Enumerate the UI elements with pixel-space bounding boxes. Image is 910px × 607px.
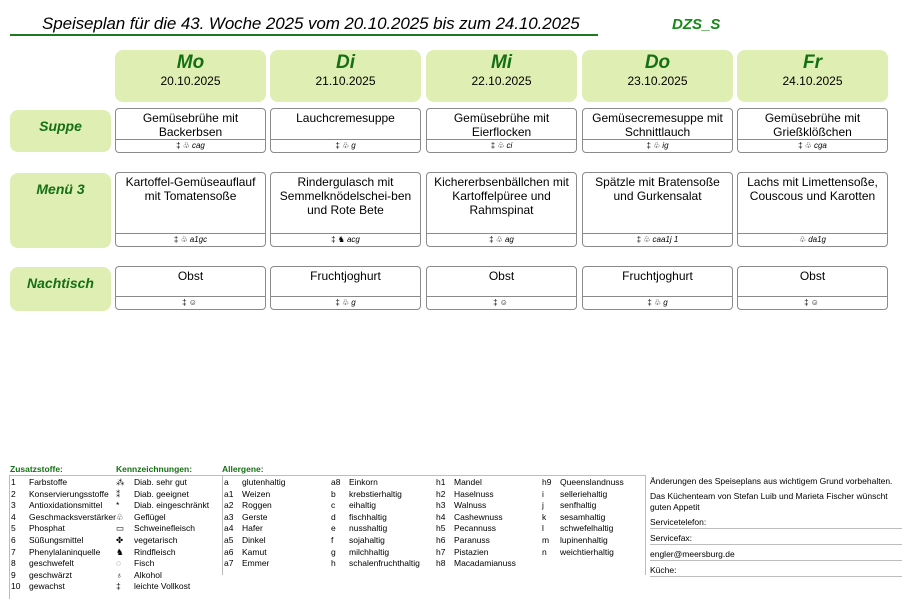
legend-key: a6 <box>224 546 234 557</box>
day-date: 20.10.2025 <box>160 74 221 88</box>
legend-value: Pecannuss <box>454 523 497 534</box>
legend-key: h4 <box>436 511 446 522</box>
legend-row <box>116 535 209 547</box>
meal-name: Lauchcremesuppe <box>296 111 395 125</box>
meal-codes <box>583 296 732 309</box>
legend-key: h6 <box>436 534 446 545</box>
legend-value: Paranuss <box>454 534 490 545</box>
legend-value: Schweinefleisch <box>134 523 195 534</box>
change-notice: Änderungen des Speiseplans aus wichtigem Grund vorbehalten. <box>650 476 893 486</box>
legend-row <box>224 489 285 501</box>
allergen-codes: g <box>351 141 356 150</box>
legend-value: krebstierhaltig <box>349 488 402 499</box>
meal-cell <box>582 266 733 310</box>
legend-row <box>331 535 420 547</box>
legend-row <box>116 512 209 524</box>
day-abbr: Do <box>644 52 671 73</box>
legend-row <box>224 523 285 535</box>
fish-icon: ◌ <box>116 558 122 569</box>
legend-key: 10 <box>11 581 21 592</box>
legend-row <box>436 535 516 547</box>
day-abbr: Mi <box>490 52 513 73</box>
diet-symbols: ‡ ♧ <box>636 235 651 244</box>
legend-value: Phenylalaninquelle <box>29 546 101 557</box>
meal-name: Gemüsecremesuppe mit Schnittlauch <box>592 111 723 139</box>
kitchen-label: Küche: <box>650 565 902 577</box>
diet-symbols: ♧ <box>799 235 807 244</box>
legend-row <box>542 547 624 559</box>
meal-cell <box>115 108 266 153</box>
legend-key: 9 <box>11 569 16 580</box>
legend-value: milchhaltig <box>349 546 390 557</box>
diet-symbols: ‡ ♧ <box>647 298 662 307</box>
legend-row <box>542 489 624 501</box>
legend-row <box>436 558 516 570</box>
legend-value: schalenfruchthaltig <box>349 558 420 569</box>
diet-symbols: ‡ ♧ <box>173 235 188 244</box>
legend-row <box>542 512 624 524</box>
legend-value: sojahaltig <box>349 534 385 545</box>
legend-value: geschwefelt <box>29 558 74 569</box>
legend-row <box>116 558 209 570</box>
legend-value: Süßungsmittel <box>29 534 84 545</box>
meal-codes <box>738 139 887 152</box>
allergen-codes: cga <box>813 141 827 150</box>
legend-key: 4 <box>11 511 16 522</box>
meal-name: Gemüsebrühe mit Eierflocken <box>453 111 550 139</box>
allergen-codes: cag <box>191 141 205 150</box>
legend-value: Diab. eingeschränkt <box>134 500 210 511</box>
allergens-column <box>224 477 285 570</box>
legend-key: a1 <box>224 488 234 499</box>
legend-key: h1 <box>436 477 446 487</box>
legend-key: 8 <box>11 558 16 569</box>
legend-value: senfhaltig <box>560 500 597 511</box>
legend-key: b <box>331 488 336 499</box>
diet-symbols: ‡ ♧ <box>489 235 503 244</box>
meal-cell <box>737 108 888 153</box>
meal-cell <box>582 172 733 247</box>
legend-key: 5 <box>11 523 16 534</box>
legend-key: c <box>331 500 336 511</box>
legend-key: l <box>542 523 544 534</box>
meal-cell <box>426 266 577 310</box>
legend-value: Roggen <box>242 500 272 511</box>
legend-value: selleriehaltig <box>560 488 608 499</box>
legend-value: fischhaltig <box>349 511 387 522</box>
legend-row <box>116 489 209 501</box>
legend-key: h9 <box>542 477 552 487</box>
row-label-menu-3: Menü 3 <box>10 173 111 248</box>
legend-key: i <box>542 488 544 499</box>
allergen-codes: ci <box>506 141 513 150</box>
legend-value: leichte Vollkost <box>134 581 191 592</box>
allergen-codes: g <box>663 298 668 307</box>
day-date: 22.10.2025 <box>471 74 532 88</box>
meal-name: Obst <box>488 269 515 283</box>
legend-row <box>224 477 285 489</box>
allergens-heading: Allergene: <box>222 464 264 474</box>
legend-row <box>331 523 420 535</box>
meal-cell <box>426 108 577 153</box>
legend-key: 6 <box>11 534 16 545</box>
legend-row <box>436 523 516 535</box>
additives-heading: Zusatzstoffe: <box>10 464 63 474</box>
meal-codes <box>116 233 265 246</box>
legend-value: nusshaltig <box>349 523 388 534</box>
legend-key: f <box>331 534 334 545</box>
diet-symbols: ‡ ☺ <box>493 298 508 307</box>
legend-value: schwefelhaltig <box>560 523 614 534</box>
legend-row <box>116 570 209 582</box>
menu-title: Speiseplan für die 43. Woche 2025 vom 20.10.2025 bis zum 24.10.2025 <box>42 14 580 33</box>
legend-key: a2 <box>224 500 234 511</box>
allergen-codes: ig <box>662 141 669 150</box>
legend-row <box>436 547 516 559</box>
meal-codes <box>116 296 265 309</box>
legend-value: Alkohol <box>134 569 162 580</box>
diet-symbols: ‡ ☺ <box>182 298 197 307</box>
meal-cell <box>270 266 421 310</box>
day-header-monday <box>115 50 266 102</box>
pork-icon: ▭ <box>116 523 125 534</box>
day-header-thursday <box>582 50 733 102</box>
legend-value: Geschmacksverstärker <box>29 511 116 522</box>
legend-row <box>436 512 516 524</box>
legend-value: Dinkel <box>242 534 266 545</box>
legend-row <box>11 570 116 582</box>
diet-symbols: ‡ ☺ <box>804 298 819 307</box>
legend-value: Haselnuss <box>454 488 494 499</box>
legend-value: Konservierungsstoffe <box>29 488 109 499</box>
light-diet-icon: ‡ <box>116 581 121 592</box>
legend-key: a3 <box>224 511 234 522</box>
legend-value: Fisch <box>134 558 155 569</box>
diabetic-suitable-icon: ⁑ <box>116 488 121 499</box>
allergen-codes: da1g <box>808 235 826 244</box>
legend-key: d <box>331 511 336 522</box>
meal-cell <box>737 266 888 310</box>
legend-value: Kamut <box>242 546 267 557</box>
legend-value: glutenhaltig <box>242 477 286 487</box>
legend-row <box>11 581 116 593</box>
title-bar <box>10 10 598 36</box>
legend-value: Macadamianuss <box>454 558 516 569</box>
meal-cell <box>115 172 266 247</box>
legend-value: Antioxidationsmittel <box>29 500 103 511</box>
legend-value: Phosphat <box>29 523 65 534</box>
meal-name: Lachs mit Limettensoße, Couscous und Karotten <box>747 175 878 203</box>
legend-value: Cashewnuss <box>454 511 503 522</box>
legend-row <box>436 477 516 489</box>
legend-row <box>116 500 209 512</box>
legend-value: Farbstoffe <box>29 477 68 487</box>
day-date: 24.10.2025 <box>782 74 843 88</box>
diet-symbols: ‡ ♞ <box>331 235 345 244</box>
legend-value: Pistazien <box>454 546 489 557</box>
legend-value: Queenslandnuss <box>560 477 624 487</box>
day-abbr: Di <box>336 52 355 73</box>
legend-key: 2 <box>11 488 16 499</box>
meal-name: Fruchtjoghurt <box>310 269 381 283</box>
legend-key: 3 <box>11 500 16 511</box>
legend-row <box>436 500 516 512</box>
legend-row <box>436 489 516 501</box>
legend-row <box>224 547 285 559</box>
legend-value: Mandel <box>454 477 482 487</box>
legend-row <box>11 558 116 570</box>
legend-key: j <box>542 500 544 511</box>
meal-cell <box>582 108 733 153</box>
meal-codes <box>427 296 576 309</box>
meal-name: Kichererbsenbällchen mit Kartoffelpüree und Rahmspinat <box>434 175 569 217</box>
meal-codes <box>427 139 576 152</box>
legend-key: 7 <box>11 546 16 557</box>
meal-codes <box>271 139 420 152</box>
legend-key: h5 <box>436 523 446 534</box>
meal-codes <box>271 233 420 246</box>
diabetic-limited-icon: * <box>116 500 120 511</box>
allergen-codes: acg <box>346 235 360 244</box>
legend-row <box>542 523 624 535</box>
legend-row <box>224 558 285 570</box>
legend-row <box>224 512 285 524</box>
legend-row <box>542 500 624 512</box>
notes-panel <box>650 476 902 581</box>
meal-codes <box>427 233 576 246</box>
legend-key: a8 <box>331 477 341 487</box>
allergens-column <box>542 477 624 558</box>
day-header-friday <box>737 50 888 102</box>
row-label-nachtisch: Nachtisch <box>10 267 111 311</box>
meal-cell <box>115 266 266 310</box>
legend-row <box>11 535 116 547</box>
legend-value: Weizen <box>242 488 271 499</box>
meal-codes <box>583 233 732 246</box>
meal-codes <box>583 139 732 152</box>
allergens-column <box>436 477 516 570</box>
legend-key: h2 <box>436 488 446 499</box>
allergen-codes: ag <box>504 235 514 244</box>
legend-key: h <box>331 558 336 569</box>
email-address[interactable]: engler@meersburg.de <box>650 549 902 561</box>
legend-value: Rindfleisch <box>134 546 176 557</box>
legend-value: geschwärzt <box>29 569 72 580</box>
legend-row <box>11 547 116 559</box>
allergen-codes: caa1j 1 <box>652 235 679 244</box>
meal-cell <box>270 108 421 153</box>
legend-row <box>11 477 116 489</box>
legend-row <box>116 547 209 559</box>
legend-row <box>11 512 116 524</box>
legend-value: Gerste <box>242 511 268 522</box>
legend-value: lupinenhaltig <box>560 534 608 545</box>
legend-key: 1 <box>11 477 16 487</box>
legend-row <box>331 558 420 570</box>
location-code: DZS_S <box>672 16 721 33</box>
legend-value: Emmer <box>242 558 270 569</box>
meal-name: Obst <box>177 269 204 283</box>
meal-codes <box>738 233 887 246</box>
day-abbr: Mo <box>176 52 205 73</box>
meal-cell <box>270 172 421 247</box>
meal-name: Kartoffel-Gemüseauflauf mit Tomatensoße <box>125 175 256 203</box>
legend-row <box>331 500 420 512</box>
row-label-suppe: Suppe <box>10 110 111 152</box>
meal-name: Fruchtjoghurt <box>622 269 693 283</box>
meal-codes <box>271 296 420 309</box>
meal-name: Gemüsebrühe mit Backerbsen <box>142 111 239 139</box>
allergens-column <box>331 477 420 570</box>
legend-row <box>542 535 624 547</box>
legend-row <box>116 581 209 593</box>
legend-row <box>11 500 116 512</box>
legend-row <box>116 523 209 535</box>
meal-name: Spätzle mit Bratensoße und Gurkensalat <box>595 175 720 203</box>
meal-name: Gemüsebrühe mit Grießklößchen <box>764 111 861 139</box>
diet-symbols: ‡ ♧ <box>490 141 505 150</box>
legend-value: weichtierhaltig <box>560 546 614 557</box>
legend-row <box>11 489 116 501</box>
allergen-codes: g <box>351 298 356 307</box>
additives-list <box>11 477 116 593</box>
legend-value: sesamhaltig <box>560 511 606 522</box>
diet-symbols: ‡ ♧ <box>176 141 190 150</box>
diet-symbols: ‡ ♧ <box>335 141 350 150</box>
legend-key: a7 <box>224 558 234 569</box>
legend-row <box>331 477 420 489</box>
vegetarian-icon: ✤ <box>116 534 124 545</box>
legend-value: Einkorn <box>349 477 378 487</box>
legend-row <box>224 535 285 547</box>
legend-key: h8 <box>436 558 446 569</box>
legend-key: k <box>542 511 547 522</box>
legend-value: gewachst <box>29 581 65 592</box>
legend-row <box>542 477 624 489</box>
meal-codes <box>116 139 265 152</box>
legend-key: e <box>331 523 336 534</box>
diet-symbols: ‡ ♧ <box>798 141 812 150</box>
day-abbr: Fr <box>803 52 822 73</box>
day-header-tuesday <box>270 50 421 102</box>
legend-key: g <box>331 546 336 557</box>
meal-codes <box>738 296 887 309</box>
day-date: 23.10.2025 <box>627 74 688 88</box>
alcohol-icon: ♁ <box>116 569 123 580</box>
legend-key: a5 <box>224 534 234 545</box>
legend-key: h3 <box>436 500 446 511</box>
legend-value: eihaltig <box>349 500 376 511</box>
labels-heading: Kennzeichnungen: <box>116 464 193 474</box>
legend-value: Geflügel <box>134 511 166 522</box>
poultry-icon: ♧ <box>116 511 124 522</box>
legend-row <box>11 523 116 535</box>
legend-value: Hafer <box>242 523 263 534</box>
legend-key: h7 <box>436 546 446 557</box>
service-phone-label: Servicetelefon: <box>650 517 902 529</box>
legend-row <box>224 500 285 512</box>
legend-row <box>331 489 420 501</box>
legend-value: Diab. sehr gut <box>134 477 187 487</box>
meal-cell <box>426 172 577 247</box>
meal-name: Rindergulasch mit Semmelknödelschei-ben und Rote Bete <box>279 175 412 217</box>
legend-key: m <box>542 534 550 545</box>
legend-value: Walnuss <box>454 500 487 511</box>
allergen-codes: a1gc <box>189 235 208 244</box>
legend-value: vegetarisch <box>134 534 178 545</box>
labels-list <box>116 477 209 593</box>
diet-symbols: ‡ ♧ <box>646 141 661 150</box>
diet-symbols: ‡ ♧ <box>335 298 350 307</box>
meal-name: Obst <box>799 269 826 283</box>
legend-value: Diab. geeignet <box>134 488 189 499</box>
legend-key: a <box>224 477 229 487</box>
kitchen-team-wish: Das Küchenteam von Stefan Luib und Marieta Fischer wünscht guten Appetit <box>650 491 888 512</box>
legend-key: a4 <box>224 523 234 534</box>
legend-row <box>116 477 209 489</box>
day-header-wednesday <box>426 50 577 102</box>
legend-row <box>331 547 420 559</box>
service-fax-label: Servicefax: <box>650 533 902 545</box>
meal-cell <box>737 172 888 247</box>
legend-key: n <box>542 546 547 557</box>
diabetic-very-good-icon: ⁂ <box>116 477 125 487</box>
beef-icon: ♞ <box>116 546 124 557</box>
legend-row <box>331 512 420 524</box>
day-date: 21.10.2025 <box>315 74 376 88</box>
